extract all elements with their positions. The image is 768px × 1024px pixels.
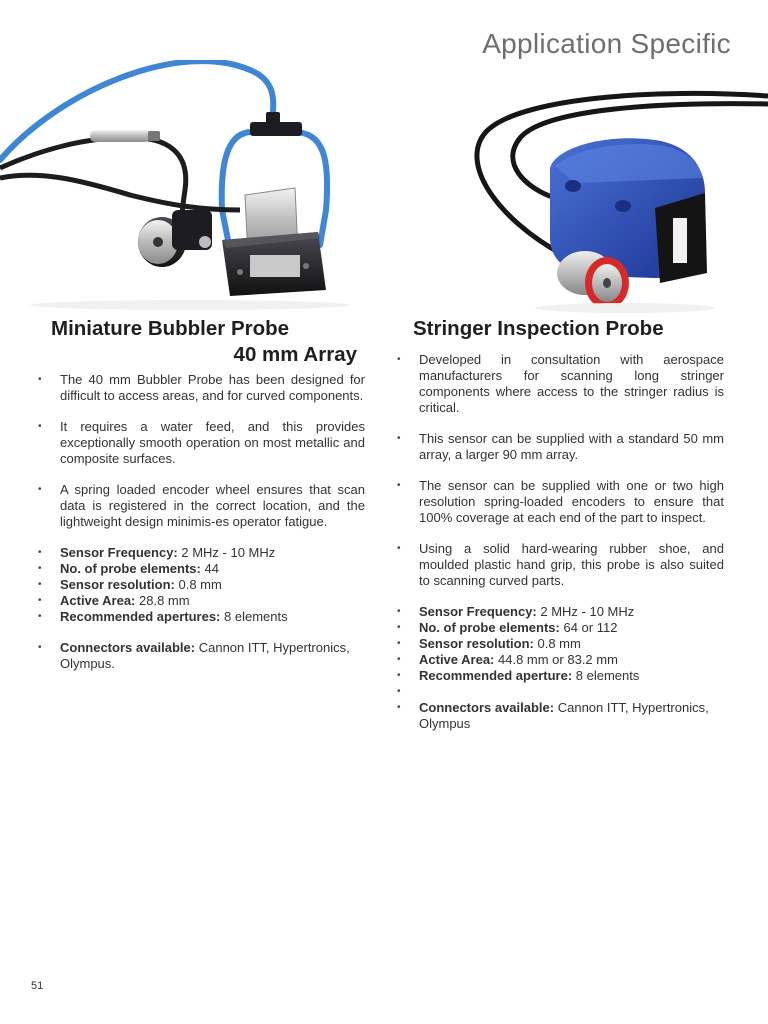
connectors-item: • Connectors available: Cannon ITT, Hypertronics, Olympus	[392, 700, 724, 732]
bubbler-paragraph: • The 40 mm Bubbler Probe has been designed for difficult to access areas, and for curved components.	[33, 372, 365, 404]
stringer-paragraph: • Developed in consultation with aerospace manufacturers for scanning long stringer components where access to the stringer radius is critical.	[392, 352, 724, 416]
spec-item: • No. of probe elements: 64 or 112	[392, 620, 724, 636]
spec-item: • No. of probe elements: 44	[33, 561, 365, 577]
stringer-paragraph: • Using a solid hard-wearing rubber shoe, and moulded plastic hand grip, this probe is also suited to scanning curved parts.	[392, 541, 724, 589]
stringer-probe-title: Stringer Inspection Probe	[413, 317, 664, 340]
stringer-probe-image	[455, 78, 768, 318]
stringer-paragraph: • The sensor can be supplied with one or two high resolution spring-loaded encoders to ensure that 100% coverage at each end of the part to inspect.	[392, 478, 724, 526]
stringer-paragraph: • This sensor can be supplied with a standard 50 mm array, a larger 90 mm array.	[392, 431, 724, 463]
connectors-item: • Connectors available: Cannon ITT, Hypertronics, Olympus.	[33, 640, 365, 672]
spec-item: • Recommended apertures: 8 elements	[33, 609, 365, 625]
empty-bullet	[392, 684, 724, 700]
bubbler-probe-image	[0, 60, 380, 310]
spec-item: • Active Area: 28.8 mm	[33, 593, 365, 609]
spec-item: • Sensor resolution: 0.8 mm	[33, 577, 365, 593]
page-header-title: Application Specific	[482, 28, 731, 59]
spec-item: • Sensor resolution: 0.8 mm	[392, 636, 724, 652]
spec-item: • Active Area: 44.8 mm or 83.2 mm	[392, 652, 724, 668]
bubbler-probe-title: Miniature Bubbler Probe	[51, 317, 290, 340]
bubbler-paragraph: • A spring loaded encoder wheel ensures that scan data is registered in the correct location, and the lightweight design minimis-es operator fatigue.	[33, 482, 365, 530]
bubbler-probe-subtitle: 40 mm Array	[233, 343, 357, 366]
stringer-probe-bullets	[392, 352, 724, 732]
bubbler-probe-bullets	[33, 372, 365, 672]
bubbler-paragraph: • It requires a water feed, and this provides exceptionally smooth operation on most metallic and composite surfaces.	[33, 419, 365, 467]
spec-item: • Recommended aperture: 8 elements	[392, 668, 724, 684]
spec-item: • Sensor Frequency: 2 MHz - 10 MHz	[33, 545, 365, 561]
page-number: 51	[31, 980, 44, 992]
spec-item: • Sensor Frequency: 2 MHz - 10 MHz	[392, 604, 724, 620]
stringer-probe-section	[392, 316, 724, 732]
bubbler-probe-section	[33, 316, 365, 672]
